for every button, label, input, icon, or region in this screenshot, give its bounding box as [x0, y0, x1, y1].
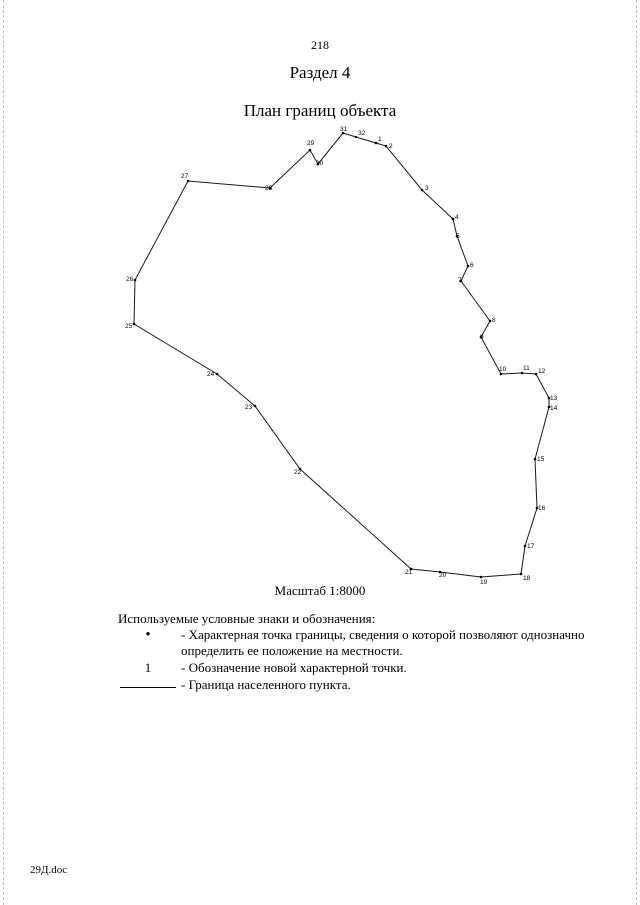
boundary-point-label: 30	[316, 160, 324, 167]
boundary-point-marker	[134, 279, 137, 282]
boundary-point-label: 13	[550, 395, 558, 402]
boundary-point-marker	[254, 405, 257, 408]
page-number: 218	[311, 38, 329, 52]
boundary-point-label: 4	[455, 214, 459, 221]
boundary-point-label: 31	[340, 126, 348, 133]
boundary-point-marker	[452, 218, 455, 221]
boundary-point-label: 28	[265, 185, 273, 192]
boundary-point-label: 24	[207, 371, 215, 378]
boundary-point-marker	[500, 373, 503, 376]
boundary-point-marker	[467, 265, 470, 268]
legend-border-description: - Граница населенного пункта.	[181, 677, 351, 692]
boundary-point-marker	[489, 320, 492, 323]
boundary-point-marker	[309, 149, 312, 152]
section-title: Раздел 4	[289, 63, 351, 82]
boundary-point-label: 17	[527, 543, 535, 550]
boundary-point-marker	[524, 545, 527, 548]
boundary-point-label: 11	[523, 365, 530, 372]
boundary-point-label: 26	[126, 276, 134, 283]
legend-number-symbol: 1	[144, 660, 152, 675]
boundary-point-marker	[385, 145, 388, 148]
boundary-point-label: 32	[358, 130, 366, 137]
boundary-point-label: 23	[245, 404, 253, 411]
boundary-point-label: 18	[523, 575, 531, 582]
boundary-point-label: 5	[456, 233, 460, 240]
boundary-point-marker	[216, 373, 219, 376]
boundary-point-marker	[187, 180, 190, 183]
legend-heading: Используемые условные знаки и обозначения:	[118, 611, 376, 626]
legend-line-symbol	[120, 677, 176, 688]
boundary-point-marker	[520, 573, 523, 576]
boundary-point-marker	[355, 136, 358, 139]
boundary-point-label: 20	[439, 572, 447, 579]
boundary-point-label: 3	[425, 185, 429, 192]
boundary-point-label: 1	[378, 136, 382, 143]
boundary-point-marker	[534, 458, 537, 461]
boundary-point-marker	[133, 323, 136, 326]
boundary-point-label: 9	[480, 334, 484, 341]
boundary-point-label: 21	[405, 569, 413, 576]
boundary-point-label: 16	[538, 505, 546, 512]
boundary-point-label: 12	[538, 368, 546, 375]
boundary-point-label: 27	[181, 173, 189, 180]
footer-file-name: 29Д.doc	[30, 864, 68, 876]
boundary-point-marker	[535, 373, 538, 376]
boundary-point-label: 2	[389, 143, 393, 150]
boundary-line	[134, 133, 549, 577]
boundary-point-marker	[521, 372, 524, 375]
boundary-point-label: 10	[499, 366, 507, 373]
boundary-point-label: 15	[537, 456, 545, 463]
legend-point-description: - Характерная точка границы, сведения о которой позволяют однозначно определить ее положение на местности.	[181, 627, 585, 658]
legend-dot-symbol: •	[145, 627, 151, 643]
boundary-point-label: 29	[307, 140, 315, 147]
boundary-point-label: 7	[458, 277, 462, 284]
plan-title: План границ объекта	[243, 101, 397, 120]
boundary-point-label: 14	[550, 405, 558, 412]
boundary-point-marker	[375, 142, 378, 145]
boundary-point-label: 22	[294, 469, 302, 476]
boundary-point-label: 8	[492, 317, 496, 324]
boundary-point-label: 19	[480, 579, 488, 586]
boundary-point-marker	[480, 576, 483, 579]
boundary-point-label: 6	[470, 262, 474, 269]
legend-new-point-description: - Обозначение новой характерной точки.	[181, 660, 407, 675]
boundary-point-marker	[421, 189, 424, 192]
boundary-point-label: 25	[125, 323, 133, 330]
scale-label: Масштаб 1:8000	[274, 583, 366, 598]
